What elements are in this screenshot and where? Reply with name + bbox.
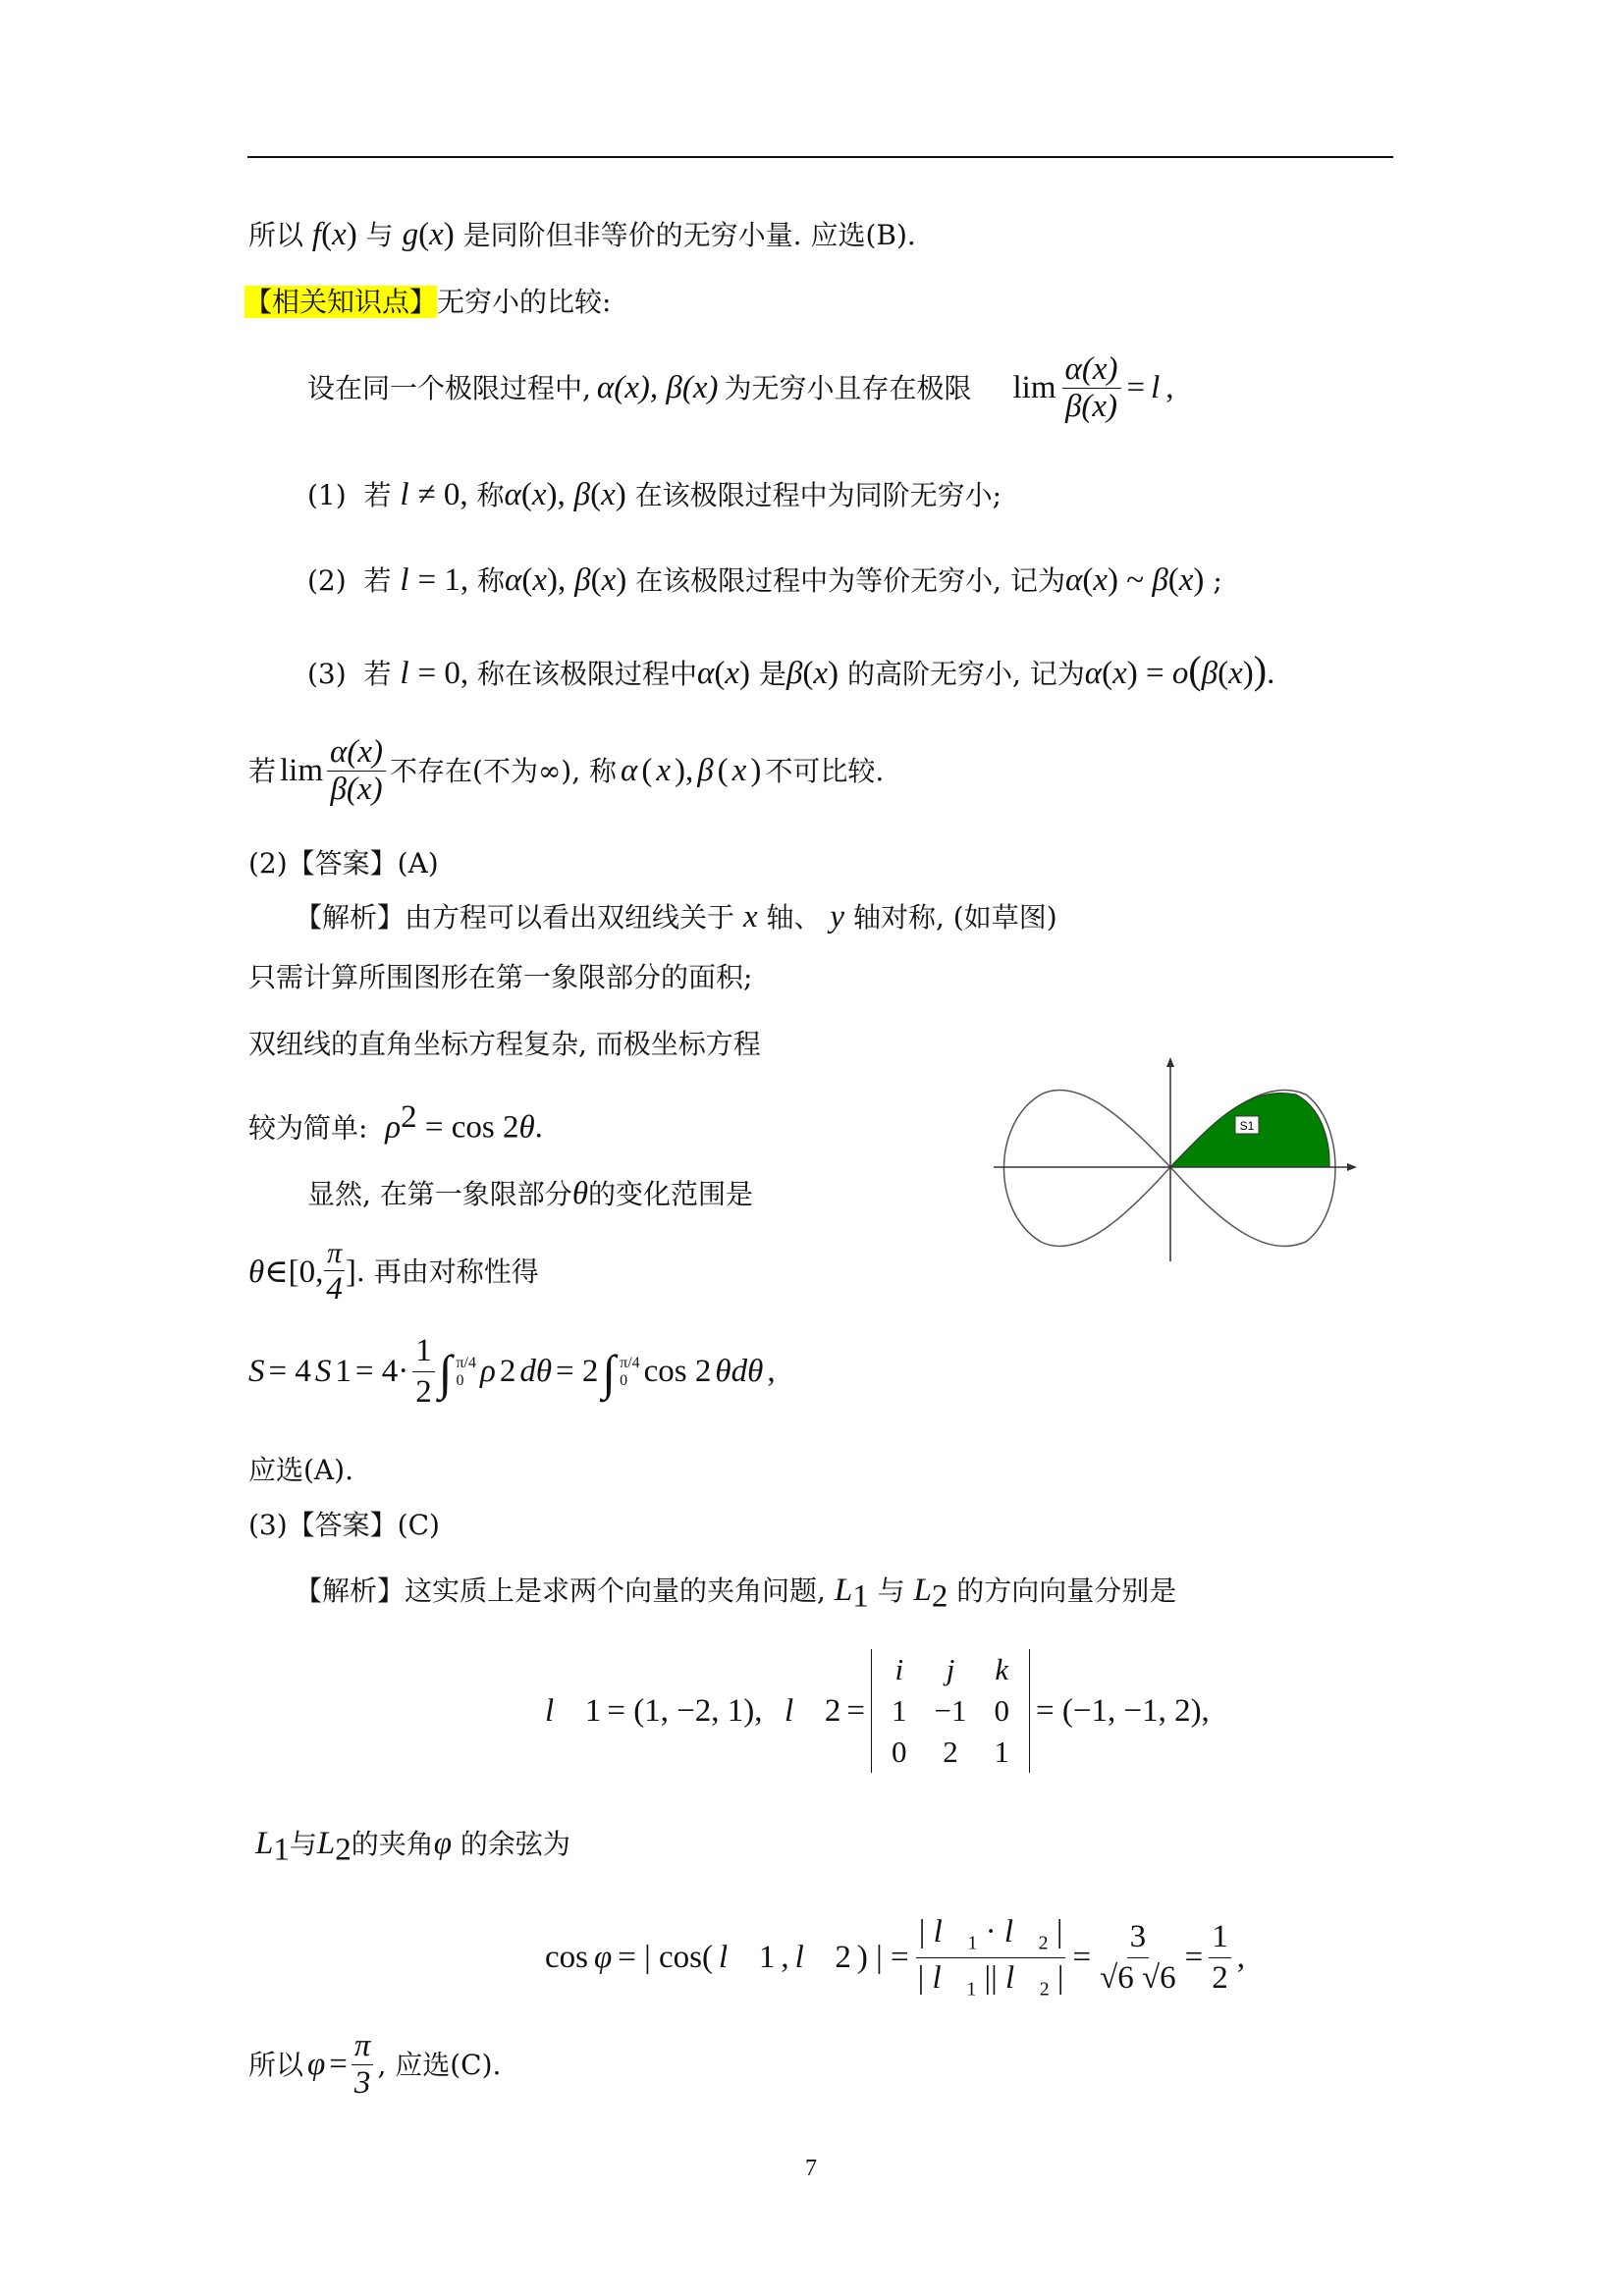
q2-analysis: 【解析】由方程可以看出双纽线关于 x 轴、 y 轴对称, (如草图): [295, 899, 1057, 934]
angle-line: $L_1$与$L_2$的夹角φ 的余弦为: [255, 1826, 570, 1868]
q2-choose: 应选(A).: [248, 1454, 353, 1486]
q2-line-5: θ ∈[0, $\frac{\pi}{4}$ ] . 再由对称性得: [248, 1237, 539, 1307]
page-number: 7: [805, 2156, 817, 2181]
math-gx: g: [402, 217, 419, 252]
q2-line-4: 显然, 在第一象限部分θ的变化范围是: [307, 1176, 754, 1211]
q2-line-2: 双纽线的直角坐标方程复杂, 而极坐标方程: [248, 1028, 761, 1060]
q2-line-1: 只需计算所围图形在第一象限部分的面积;: [248, 961, 753, 993]
header-rule: [247, 156, 1393, 158]
y-axis-arrow: [1166, 1057, 1174, 1067]
area-formula: S = 4 S 1 = 4· $\frac{1}{2}$ ∫ π/4 0 ρ 2 dθ = 2 ∫ π/4 0 cos 2 θdθ ,: [248, 1333, 776, 1410]
limit-expression: lim: [1012, 370, 1056, 405]
item-3: (3) 若 l = 0, 称在该极限过程中α(x) 是β(x) 的高阶无穷小, 记为α(x) = o(β(x)).: [307, 648, 1275, 692]
determinant: i j k 1 −1 0 0 2 1: [871, 1649, 1030, 1773]
s1-label: S1: [1239, 1119, 1255, 1133]
q3-analysis: 【解析】这实质上是求两个向量的夹角问题, $L_1$ 与 $L_2$ 的方向向量分别是: [295, 1573, 1177, 1615]
limit-fraction: $\frac{\alpha(x)}{\beta(x)}$: [1062, 353, 1121, 423]
direction-vectors: l⃗ 1 = (1, −2, 1), l⃗ 2 = i j k 1 −1 0 0 2 1 = (−1, −1, 2),: [545, 1649, 1210, 1773]
definition-line: 设在同一个极限过程中, α(x), β(x) 为无穷小且存在极限 lim $\frac{\alpha(x)}{\beta(x)}$ = l ,: [307, 351, 1174, 424]
knowledge-tag: 【相关知识点】: [244, 286, 438, 318]
math-fx: f: [311, 217, 322, 252]
q3-answer: (3)【答案】(C): [248, 1509, 440, 1541]
incomparable-line: 若 lim $\frac{\alpha(x)}{\beta(x)}$ 不存在(不为∞), 称 α ( x ), β ( x ) 不可比较.: [248, 734, 885, 807]
cosine-formula: cos φ = | cos( l⃗ 1 , l⃗ 2 ) | = $\frac{| l⃗_1 \cdot l⃗_2 |}{| l⃗_1 || l⃗_2 |}$ = $\frac{3}{√6 √6}$ = $\frac{1}{2}$ ,: [545, 1914, 1246, 2001]
q2-line-3: 较为简单: $\rho^2 = \cos 2\theta$.: [248, 1099, 543, 1146]
q2-answer: (2)【答案】(A): [248, 847, 439, 880]
lemniscate-figure: [982, 1055, 1365, 1271]
x-axis-arrow: [1347, 1163, 1357, 1171]
math-alpha-beta: α(x), β(x): [596, 370, 719, 405]
knowledge-heading: 【相关知识点】无穷小的比较:: [244, 286, 612, 318]
final-answer: 所以 φ = $\frac{\pi}{3}$ , 应选(C).: [248, 2028, 502, 2101]
item-2: (2) 若 l = 1, 称α(x), β(x) 在该极限过程中为等价无穷小, 记为α(x) ~ β(x) ;: [307, 562, 1222, 598]
item-1: (1) 若 l ≠ 0, 称α(x), β(x) 在该极限过程中为同阶无穷小;: [307, 477, 1002, 512]
conclusion-line: 所以 f(x) 与 g(x) 是同阶但非等价的无穷小量. 应选(B).: [248, 217, 916, 252]
